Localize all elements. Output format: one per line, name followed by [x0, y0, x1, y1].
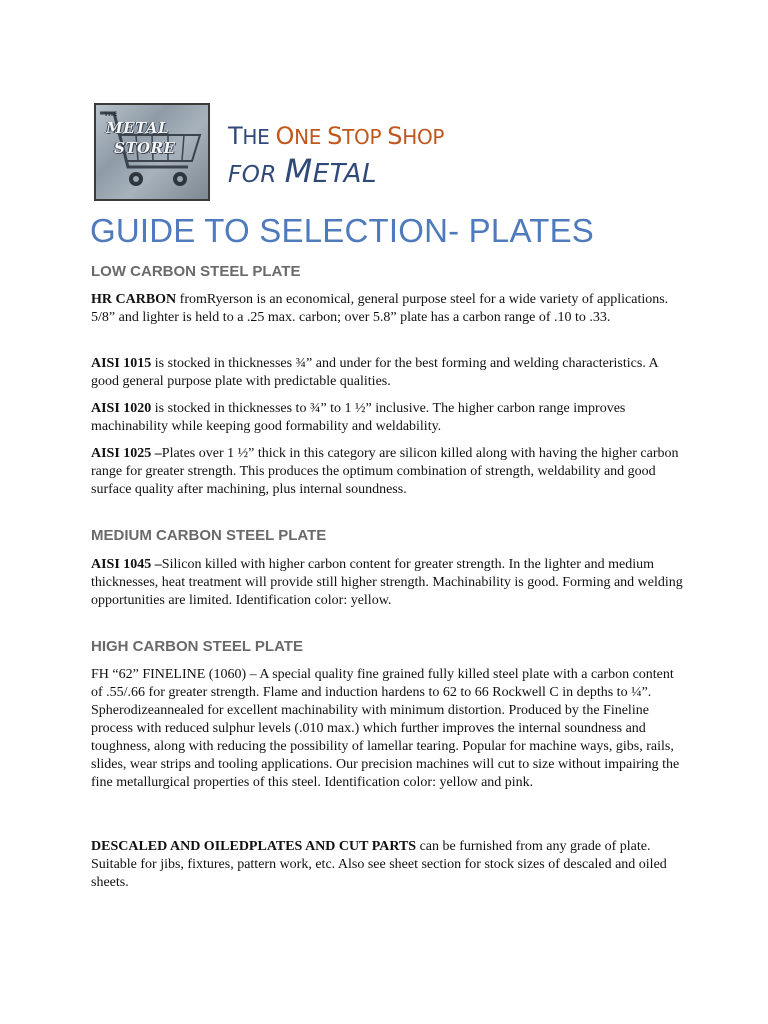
- paragraph-lead: AISI 1020: [91, 401, 152, 416]
- tagline-initial: M: [284, 152, 313, 190]
- paragraph-aisi-1020: [91, 400, 683, 436]
- paragraph-text: is stocked in thicknesses ¾” and under for the best forming and welding characteristics. A good general purpose plate with predictable qualities.: [91, 356, 658, 389]
- paragraph-text: can be furnished from any grade of plate. Suitable for jibs, fixtures, pattern work, etc. Also see sheet section for stock sizes of descaled and oiled sheets.: [91, 839, 667, 890]
- tagline-word: NE: [294, 125, 328, 149]
- paragraph-lead: AISI 1025 –: [91, 446, 162, 461]
- tagline-initial: O: [275, 122, 295, 150]
- paragraph-text: Plates over 1 ½” thick in this category are silicon killed along with having the higher carbon range for greater strength. This produces the optimum combination of strength, weldability and good surface quality after machining, plus internal soundness.: [91, 446, 679, 497]
- paragraph-aisi-1025: [91, 445, 683, 499]
- paragraph-fh-62-fineline: [91, 666, 683, 792]
- page-title: GUIDE TO SELECTION- PLATES: [90, 212, 594, 249]
- tagline-word: HOP: [402, 125, 445, 149]
- section-heading-low-carbon: LOW CARBON STEEL PLATE: [91, 263, 301, 280]
- tagline-line-1: [228, 122, 444, 150]
- logo-the-text: THE: [104, 111, 118, 118]
- paragraph-aisi-1045: [91, 556, 683, 610]
- paragraph-text: Silicon killed with higher carbon content for greater strength. In the lighter and medium thicknesses, heat treatment will provide still higher strength. Machinability is good. Forming and welding opportunities are limited. Identification color: yellow.: [91, 557, 683, 608]
- tagline-word: ETAL: [312, 159, 377, 189]
- paragraph-lead: DESCALED AND OILEDPLATES AND CUT PARTS: [91, 839, 417, 854]
- paragraph-text: FH “62” FINELINE (1060) – A special quality fine grained fully killed steel plate with a carbon content of .55/.66 for greater strength. Flame and induction hardens to 62 to 66 Rockwell C in depths to ¼”. Spherodizeannealed for excellent machinability with minimum distortion. Produced by the Fineline process with reduced sulphur levels (.010 max.) which further improves the internal soundness and toughness, along with reducing the possibility of lamellar tearing. Popular for machine ways, gibs, rails, slides, wear strips and tooling applications. Our precision machines will cut to size without impairing the fine metallurgical properties of this steel. Identification color: yellow and pink.: [91, 667, 680, 790]
- tagline-word: FOR: [228, 162, 285, 188]
- paragraph-text: is stocked in thicknesses to ¾” to 1 ½” inclusive. The higher carbon range improves machinability while keeping good formability and weldability.: [91, 401, 626, 434]
- tagline-initial: S: [387, 122, 403, 150]
- section-heading-medium-carbon: MEDIUM CARBON STEEL PLATE: [91, 527, 327, 544]
- paragraph-lead: AISI 1045 –: [91, 557, 162, 572]
- tagline-initial: T: [228, 122, 243, 150]
- section-heading-high-carbon: HIGH CARBON STEEL PLATE: [91, 638, 303, 655]
- paragraph-hr-carbon: [91, 291, 683, 327]
- tagline-initial: S: [327, 122, 343, 150]
- paragraph-aisi-1015: [91, 355, 683, 391]
- paragraph-lead: HR CARBON: [91, 292, 177, 307]
- tagline-line-2: [228, 152, 377, 190]
- logo-metal-text: METAL: [106, 119, 170, 137]
- tagline-word: TOP: [342, 125, 388, 149]
- logo-store-text: STORE: [114, 139, 176, 157]
- tagline-word: HE: [242, 125, 276, 149]
- paragraph-descaled-oiled: [91, 838, 683, 892]
- metal-store-logo: [94, 103, 210, 201]
- paragraph-text: fromRyerson is an economical, general purpose steel for a wide variety of applications. 5/8” and lighter is held to a .25 max. carbon; over 5.8” plate has a carbon range of .10 to .33.: [91, 292, 669, 325]
- paragraph-lead: AISI 1015: [91, 356, 152, 371]
